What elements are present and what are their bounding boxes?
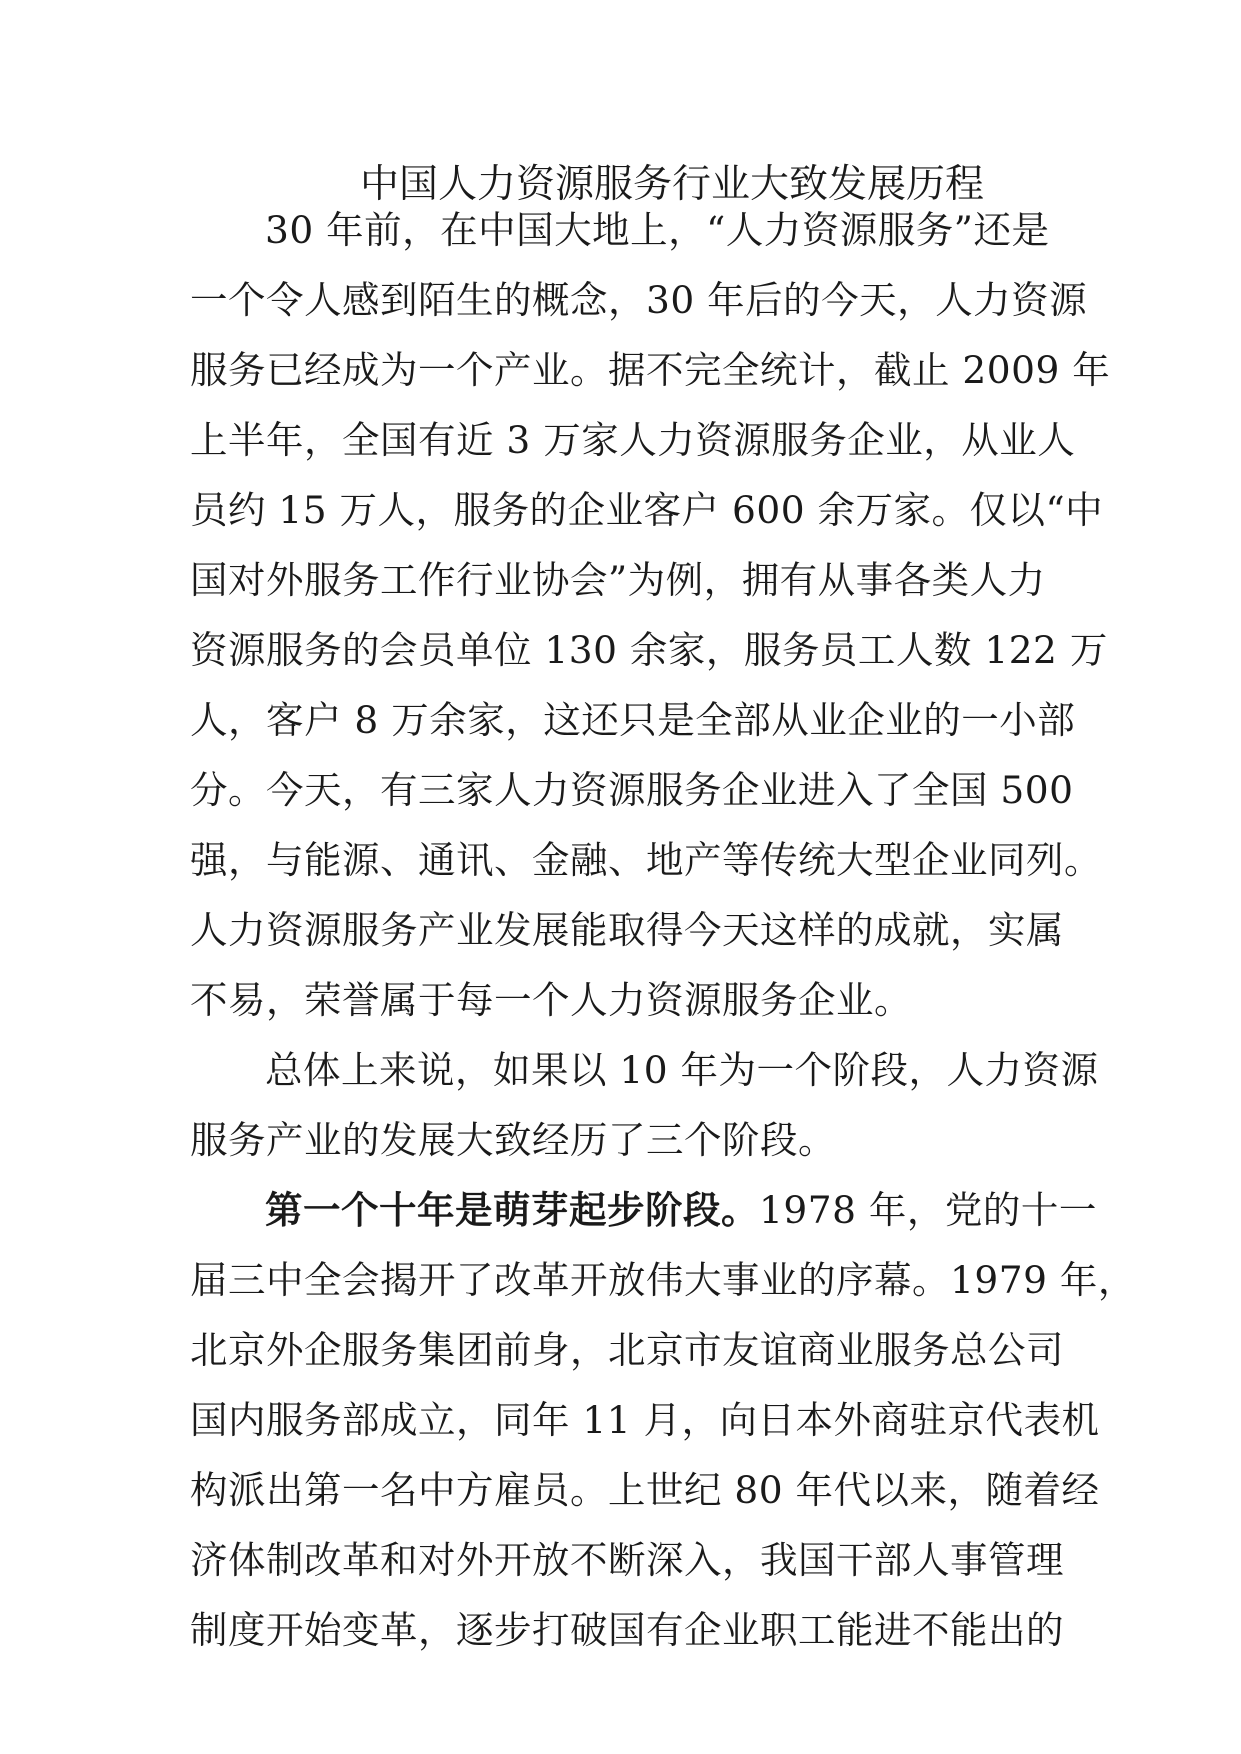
paragraph-3-line-2: 届三中全会揭开了改革开放伟大事业的序幕。1979 年， [190, 1258, 1136, 1302]
paragraph-3-line-5: 构派出第一名中方雇员。上世纪 80 年代以来，随着经 [190, 1468, 1100, 1512]
paragraph-3-line-7: 制度开始变革，逐步打破国有企业职工能进不能出的 [190, 1608, 1064, 1652]
paragraph-1-line-12: 不易，荣誉属于每一个人力资源服务企业。 [190, 978, 912, 1022]
paragraph-3-line-4: 国内服务部成立，同年 11 月，向日本外商驻京代表机 [190, 1398, 1100, 1442]
section-heading: 第一个十年是萌芽起步阶段。 [265, 1188, 759, 1232]
paragraph-2-line-2: 服务产业的发展大致经历了三个阶段。 [190, 1118, 836, 1162]
paragraph-3-line-1: 第一个十年是萌芽起步阶段。1978 年，党的十一 [265, 1188, 1097, 1232]
paragraph-1-line-8: 人，客户 8 万余家，这还只是全部从业企业的一小部 [190, 698, 1076, 742]
paragraph-1-line-4: 上半年，全国有近 3 万家人力资源服务企业，从业人 [190, 418, 1076, 462]
paragraph-1-line-5: 员约 15 万人，服务的企业客户 600 余万家。仅以“中 [190, 488, 1104, 532]
paragraph-1-line-1: 30 年前，在中国大地上，“人力资源服务”还是 [265, 208, 1050, 252]
paragraph-1-line-9: 分。今天，有三家人力资源服务企业进入了全国 500 [190, 768, 1074, 812]
paragraph-1-line-2: 一个令人感到陌生的概念，30 年后的今天，人力资源 [190, 278, 1088, 322]
paragraph-3-line-3: 北京外企服务集团前身，北京市友谊商业服务总公司 [190, 1328, 1064, 1372]
paragraph-1-line-11: 人力资源服务产业发展能取得今天这样的成就，实属 [190, 908, 1064, 952]
paragraph-1-line-3: 服务已经成为一个产业。据不完全统计，截止 2009 年 [190, 348, 1111, 392]
paragraph-3-line-6: 济体制改革和对外开放不断深入，我国干部人事管理 [190, 1538, 1064, 1582]
paragraph-1-line-6: 国对外服务工作行业协会”为例，拥有从事各类人力 [190, 558, 1046, 602]
paragraph-1-line-10: 强，与能源、通讯、金融、地产等传统大型企业同列。 [190, 838, 1102, 882]
document-title: 中国人力资源服务行业大致发展历程 [360, 162, 985, 207]
paragraph-1-line-7: 资源服务的会员单位 130 余家，服务员工人数 122 万 [190, 628, 1108, 672]
paragraph-2-line-1: 总体上来说，如果以 10 年为一个阶段，人力资源 [265, 1048, 1099, 1092]
